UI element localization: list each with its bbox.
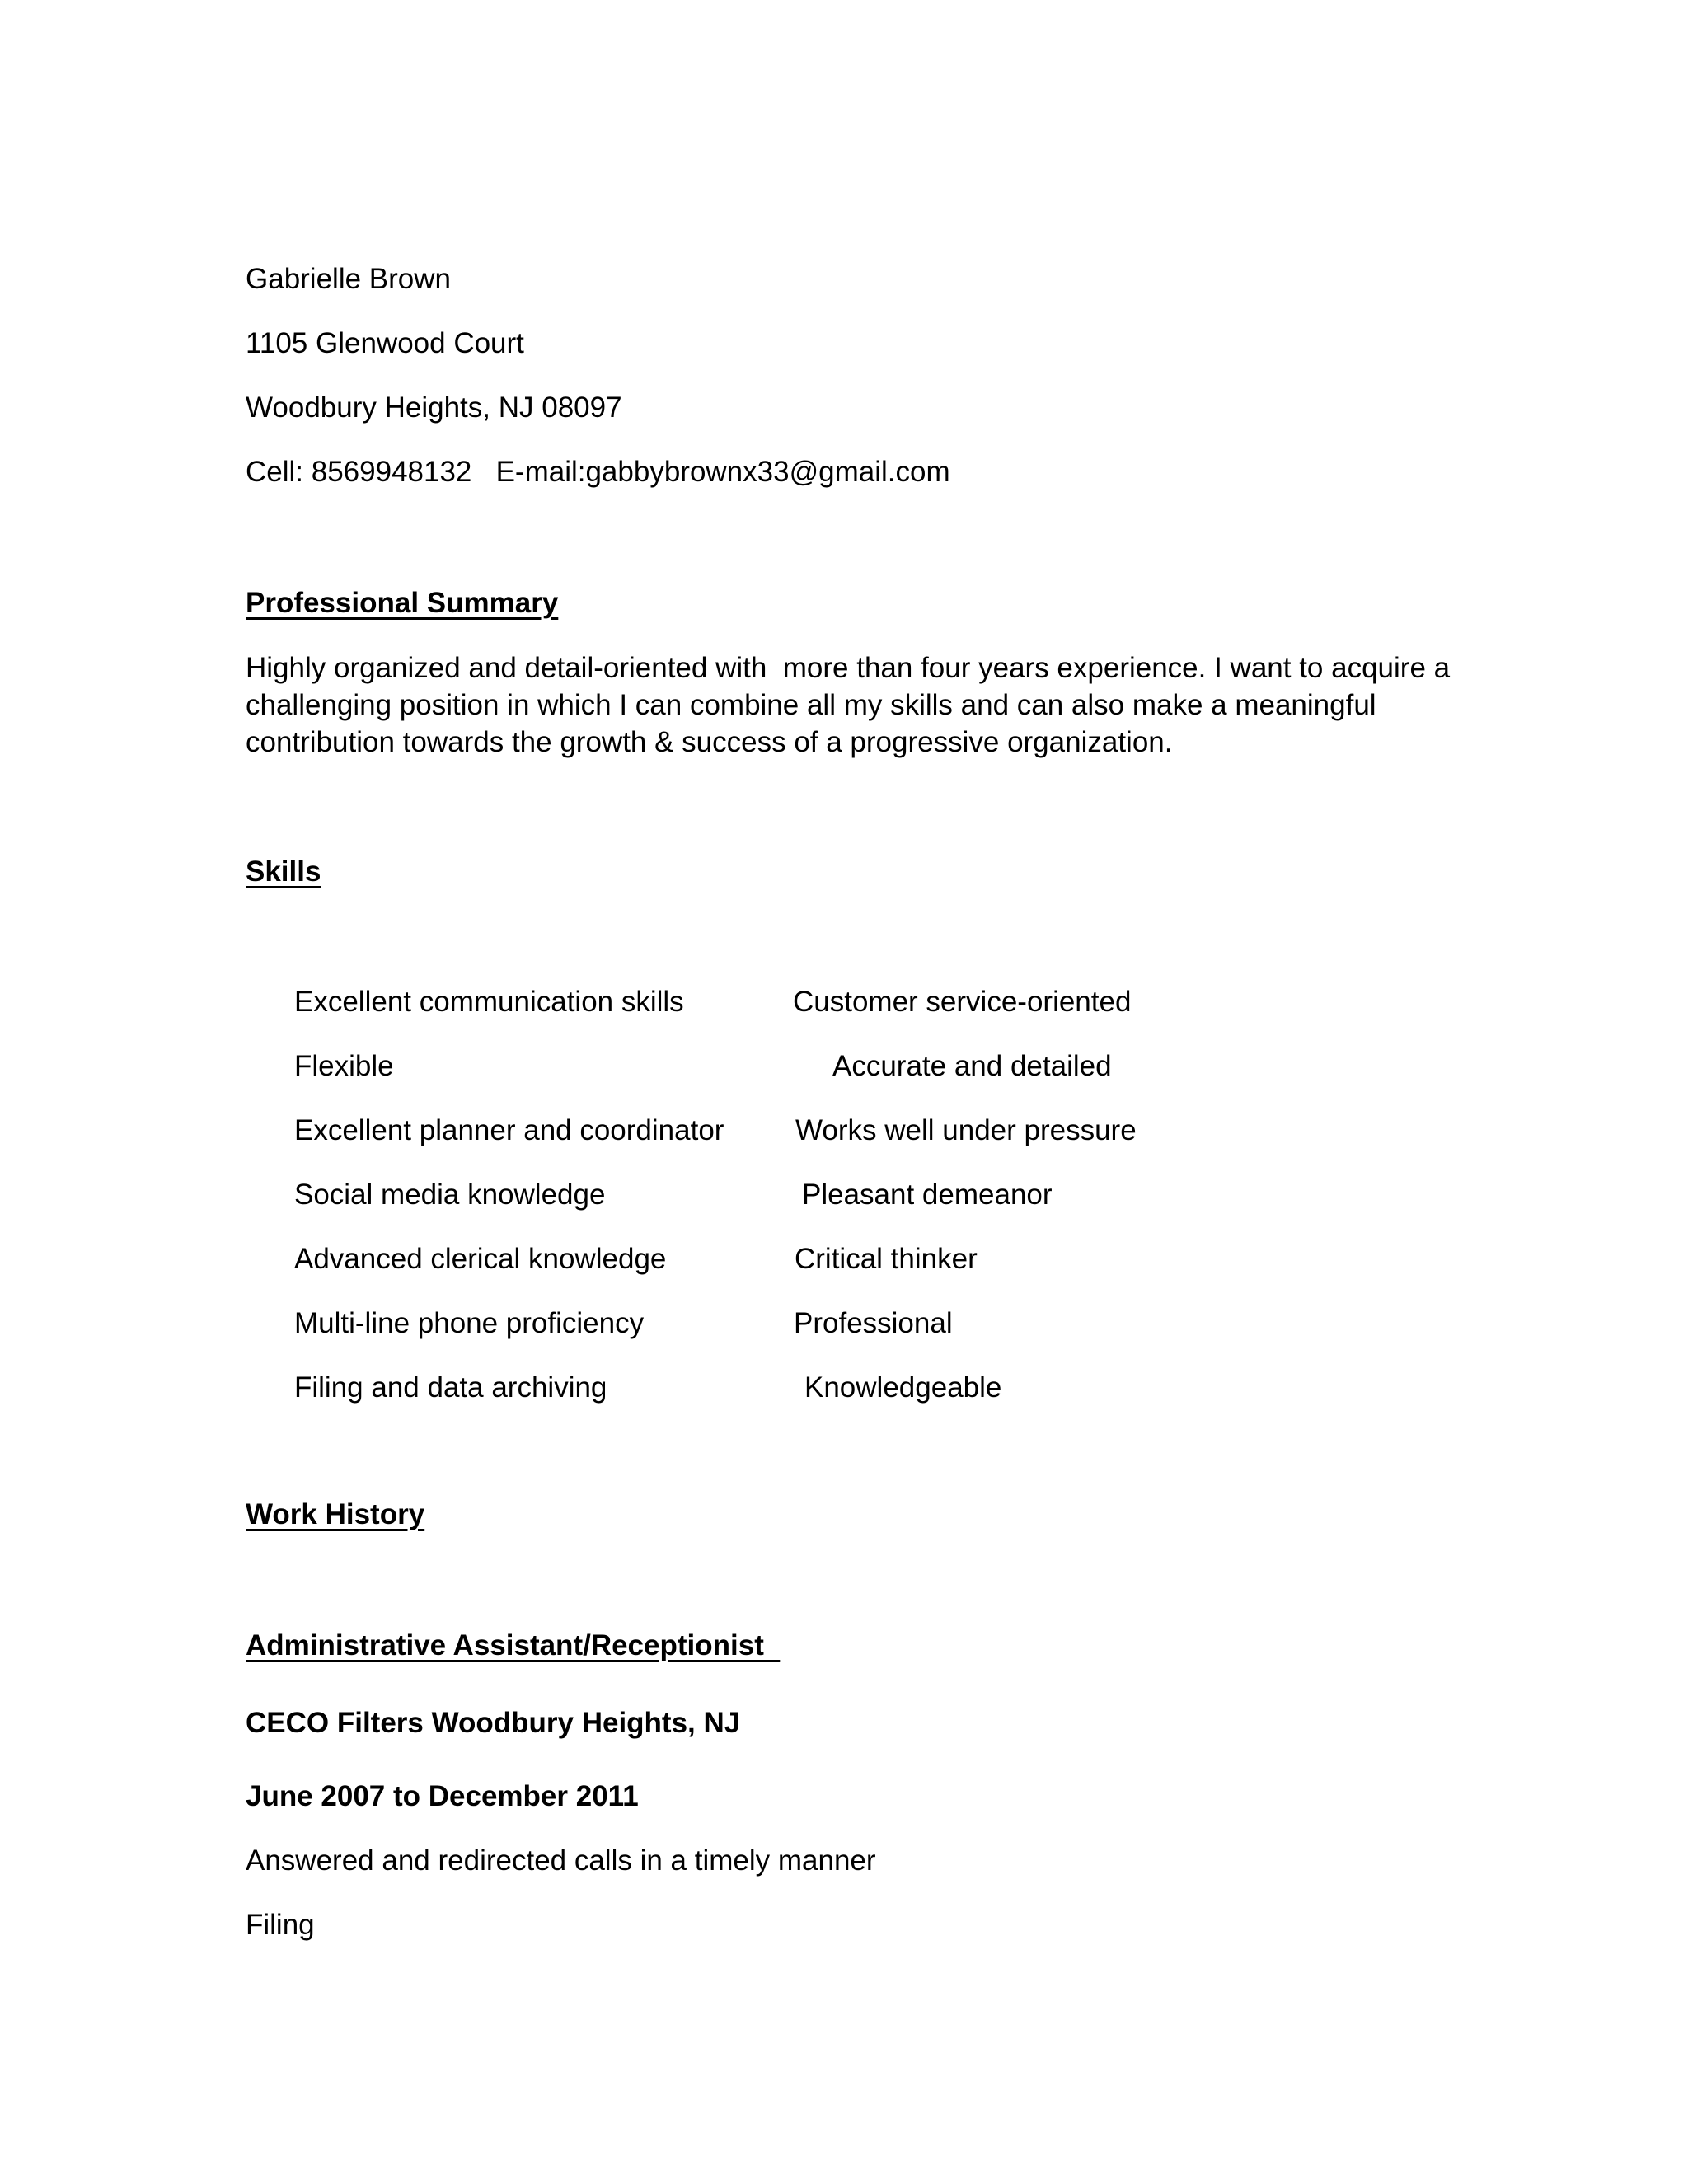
job-duty: Answered and redirected calls in a timely manner: [246, 1844, 876, 1877]
job-company: CECO Filters Woodbury Heights, NJ: [246, 1707, 741, 1739]
skill-right-item: Accurate and detailed: [832, 1050, 1112, 1082]
job-title: Administrative Assistant/Receptionist: [246, 1629, 781, 1661]
skill-left-item: Excellent planner and coordinator: [294, 1114, 724, 1146]
job-duty: Filing: [246, 1909, 315, 1941]
skill-left-item: Multi-line phone proficiency: [294, 1307, 645, 1339]
skill-right-item: Professional: [794, 1307, 953, 1339]
skill-left-item: Social media knowledge: [294, 1179, 606, 1211]
skill-left-item: Filing and data archiving: [294, 1371, 607, 1404]
contact-line: Cell: 8569948132 E-mail:gabbybrownx33@gmail.com: [246, 456, 950, 488]
job-dates: June 2007 to December 2011: [246, 1780, 639, 1812]
summary-line-1: Highly organized and detail-oriented with more than four years experience. I want to acquire a: [246, 652, 1451, 684]
skill-right-item: Critical thinker: [795, 1243, 978, 1275]
skill-right-item: Works well under pressure: [795, 1114, 1137, 1146]
applicant-name: Gabrielle Brown: [246, 263, 451, 295]
professional-summary-heading: Professional Summary: [246, 587, 559, 619]
address-line-2: Woodbury Heights, NJ 08097: [246, 391, 622, 424]
address-line-1: 1105 Glenwood Court: [246, 327, 524, 359]
skill-left-item: Excellent communication skills: [294, 986, 684, 1018]
skill-right-item: Knowledgeable: [804, 1371, 1002, 1404]
skill-left-item: Advanced clerical knowledge: [294, 1243, 667, 1275]
skill-right-item: Customer service-oriented: [793, 986, 1132, 1018]
summary-line-3: contribution towards the growth & success of a progressive organization.: [246, 726, 1173, 758]
summary-line-2: challenging position in which I can combine all my skills and can also make a meaningful: [246, 689, 1376, 721]
skill-right-item: Pleasant demeanor: [802, 1179, 1053, 1211]
skills-heading: Skills: [246, 855, 321, 888]
work-history-heading: Work History: [246, 1498, 425, 1530]
skill-left-item: Flexible: [294, 1050, 394, 1082]
